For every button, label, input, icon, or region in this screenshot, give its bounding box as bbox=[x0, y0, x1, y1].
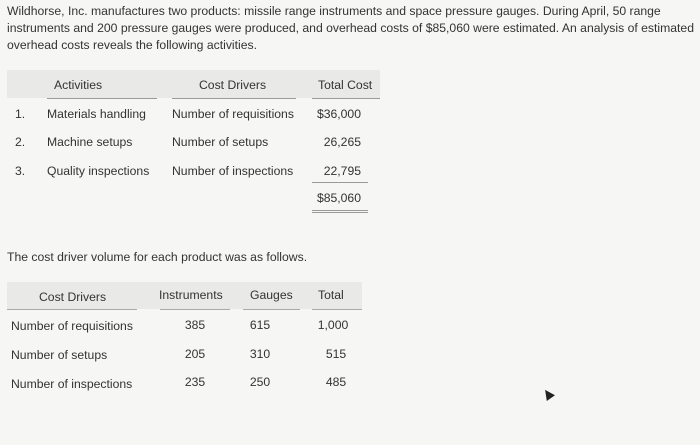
header-cost-drivers: Cost Drivers bbox=[39, 290, 107, 304]
header-total-cost: Total Cost bbox=[318, 78, 373, 92]
total-value: 1,000 bbox=[317, 318, 349, 332]
activity-name: Quality inspections bbox=[47, 164, 150, 178]
activity-name: Materials handling bbox=[47, 107, 146, 121]
gauges-value: 250 bbox=[249, 375, 271, 389]
header-instruments: Instruments bbox=[159, 288, 223, 302]
total-cost: 22,795 bbox=[323, 164, 361, 178]
total-cost: $36,000 bbox=[316, 107, 361, 121]
cost-driver: Number of inspections bbox=[172, 164, 294, 178]
header-total: Total bbox=[318, 288, 344, 302]
cost-driver: Number of requisitions bbox=[11, 319, 133, 333]
total-cost: 26,265 bbox=[323, 135, 361, 149]
gauges-value: 310 bbox=[249, 347, 271, 361]
cost-driver: Number of inspections bbox=[11, 377, 133, 391]
gauges-value: 615 bbox=[249, 318, 271, 332]
instruments-value: 205 bbox=[184, 347, 206, 361]
header-cost-drivers: Cost Drivers bbox=[199, 78, 267, 92]
header-gauges: Gauges bbox=[250, 288, 293, 302]
mouse-cursor-icon bbox=[541, 387, 555, 401]
row-number: 2. bbox=[15, 135, 26, 149]
instruments-value: 235 bbox=[184, 375, 206, 389]
intro-paragraph: Wildhorse, Inc. manufactures two products: missile range instruments and space pressure gauges. During April, 50 range instruments and 200 pressure gauges were produced, and overhead costs of $85,060 were estimated. An analysis of estimated overhead costs reveals the following activities. bbox=[7, 4, 694, 52]
activity-name: Machine setups bbox=[47, 135, 133, 149]
cost-driver: Number of setups bbox=[172, 135, 269, 149]
cost-driver: Number of requisitions bbox=[172, 107, 294, 121]
volume-intro-text: The cost driver volume for each product was as follows. bbox=[7, 250, 308, 264]
header-activities: Activities bbox=[54, 78, 103, 92]
instruments-value: 385 bbox=[184, 318, 206, 332]
total-value: 515 bbox=[325, 347, 347, 361]
row-number: 1. bbox=[15, 107, 26, 121]
row-number: 3. bbox=[15, 164, 26, 178]
cost-driver: Number of setups bbox=[11, 348, 108, 362]
total-value: 485 bbox=[325, 375, 347, 389]
grand-total-cost: $85,060 bbox=[316, 191, 361, 205]
